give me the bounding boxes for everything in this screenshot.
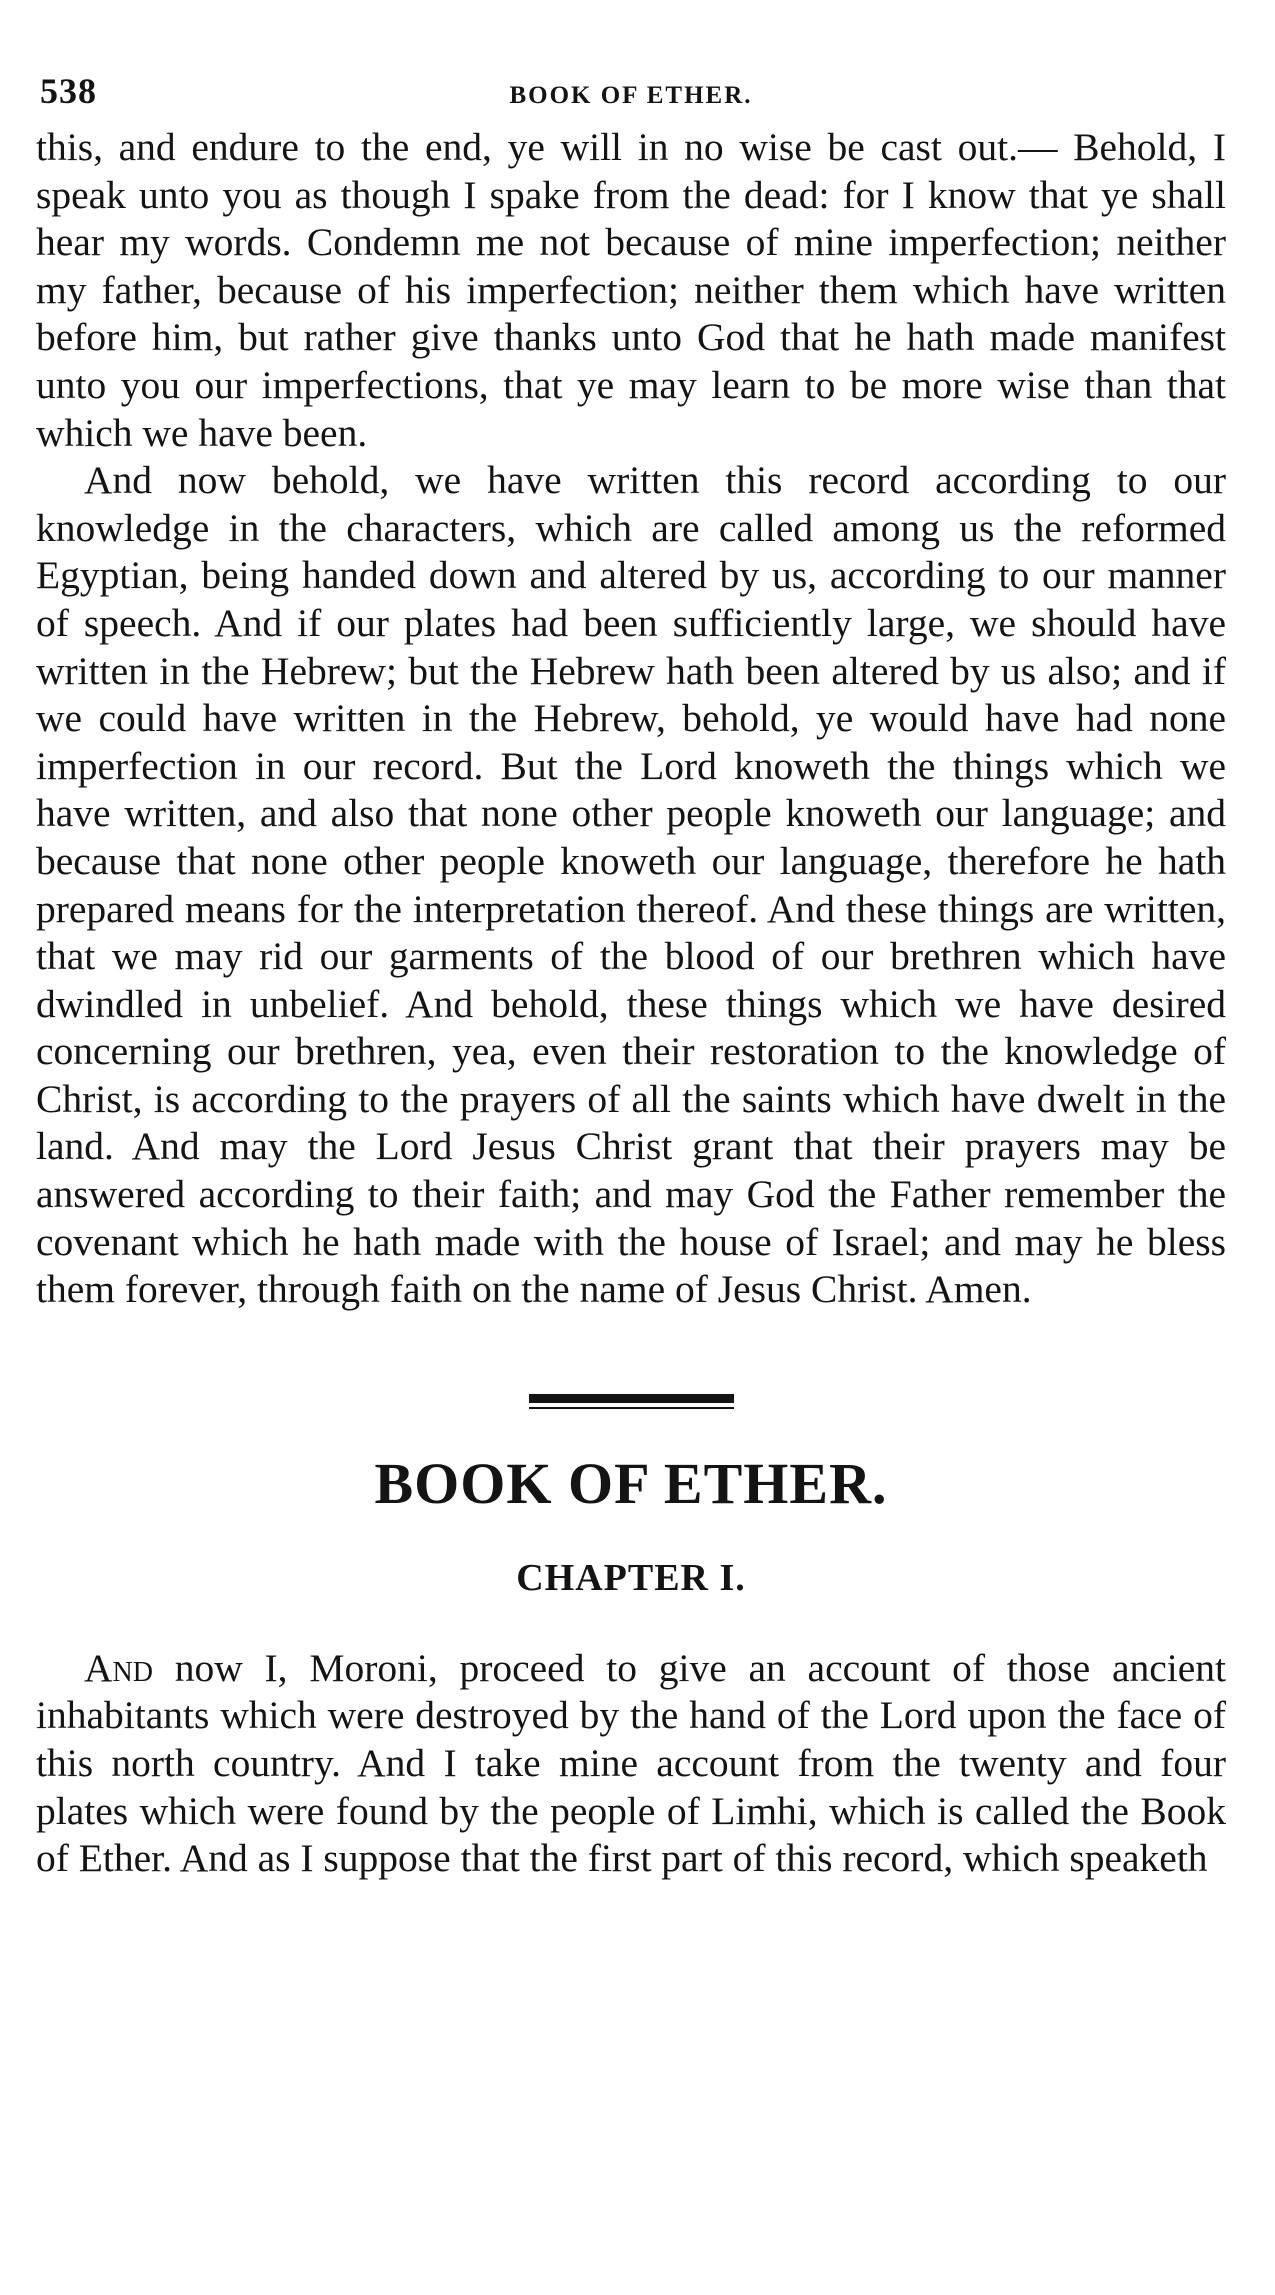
section-divider (529, 1394, 734, 1409)
paragraph-record: And now behold, we have written this record according to our knowledge in the characters, which are called among us the reformed Egyptian, being handed down and altered by us, according to our manner of speech. And if our plates had been sufficiently large, we should have written in the Hebrew; but the Hebrew hath been altered by us also; and if we could have written in the Hebrew, behold, ye would have had none imperfection in our record. But the Lord knoweth the things which we have written, and also that none other people knoweth our language; and because that none other people knoweth our language, therefore he hath prepared means for the interpretation thereof. And these things are written, that we may rid our garments of the blood of our brethren which have dwindled in unbelief. And behold, these things which we have desired concerning our brethren, yea, even their restoration to the knowledge of Christ, is according to the prayers of all the saints which have dwelt in the land. And may the Lord Jesus Christ grant that their prayers may be answered according to their faith; and may God the Father remember the covenant which he hath made with the house of Israel; and may he bless them forever, through faith on the name of Jesus Christ. Amen. (36, 458, 1226, 1312)
divider-thick-rule (529, 1394, 734, 1403)
page-number: 538 (40, 71, 97, 111)
running-title: BOOK OF ETHER. (509, 82, 753, 109)
divider-thin-rule (529, 1407, 734, 1409)
opening-paragraph-text: now I, Moroni, proceed to give an account of those ancient inhabitants which were destroyed by the hand of the Lord upon the face of this north country. And I take mine account from the twenty and four plates which were found by the people of Limhi, which is called the Book of Ether. And as I suppose that the first part of this record, which speaketh (36, 1645, 1226, 1881)
book-page (36, 60, 1226, 1883)
paragraph-continued: this, and endure to the end, ye will in no wise be cast out.— Behold, I speak unto you as though I spake from the dead: for I know that ye shall hear my words. Condemn me not because of mine imperfection; neither my father, because of his imperfection; neither them which have written before him, but rather give thanks unto God that he hath made manifest unto you our imperfections, that ye may learn to be more wise than that which we have been. (36, 125, 1226, 455)
chapter-title: CHAPTER I. (516, 1556, 746, 1599)
opening-word: And (84, 1645, 153, 1690)
paragraph-chapter-opening (36, 1645, 1226, 1883)
running-head (36, 60, 1226, 120)
book-title: BOOK OF ETHER. (374, 1450, 888, 1516)
